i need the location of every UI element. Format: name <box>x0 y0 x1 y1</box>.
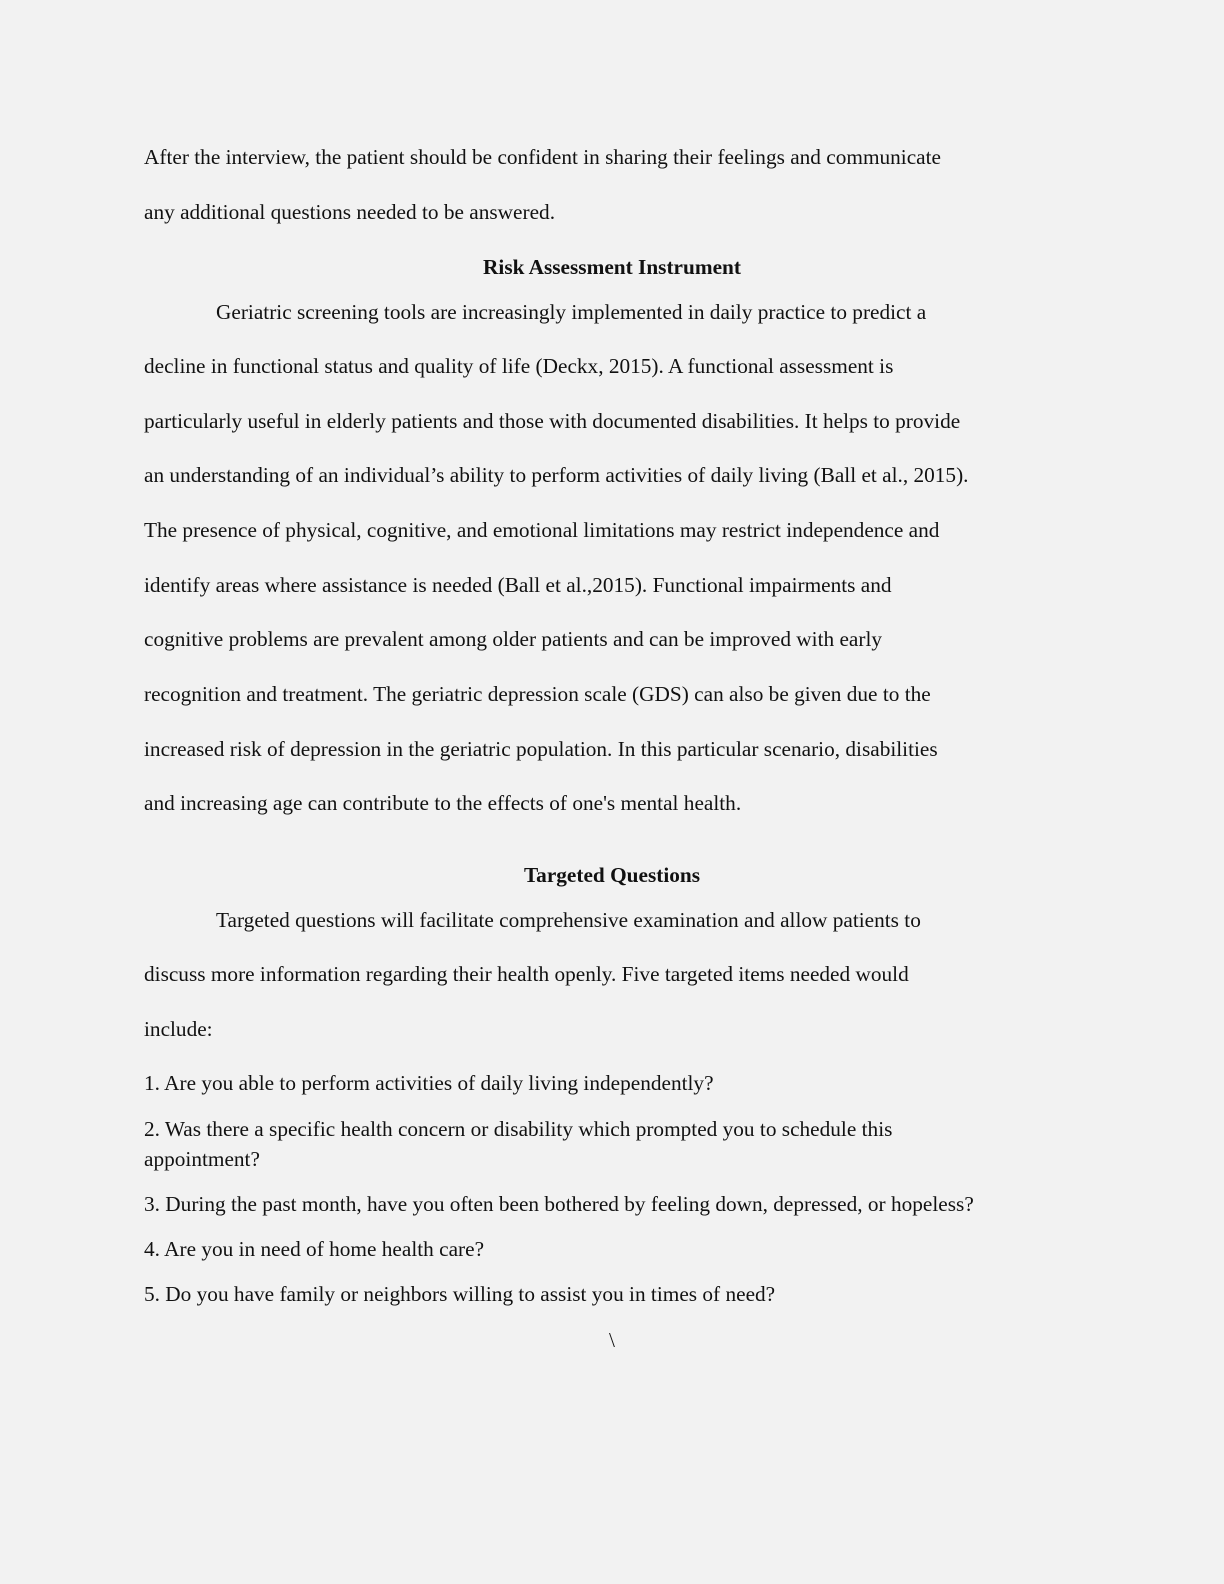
targeted-paragraph-line: Targeted questions will facilitate comprehensive examination and allow patients to <box>216 908 921 932</box>
question-item-2-continued: appointment? <box>144 1147 260 1171</box>
targeted-paragraph-line: include: <box>144 1017 213 1041</box>
intro-line-2: any additional questions needed to be answered. <box>144 200 556 224</box>
question-item-2: 2. Was there a specific health concern or disability which prompted you to schedule this <box>144 1117 893 1141</box>
targeted-paragraph-line: discuss more information regarding their health openly. Five targeted items needed would <box>144 962 909 986</box>
risk-paragraph-line: particularly useful in elderly patients and those with documented disabilities. It helps to provide <box>144 409 961 433</box>
risk-paragraph-line: identify areas where assistance is needed (Ball et al.,2015). Functional impairments and <box>144 573 892 597</box>
question-item-5: 5. Do you have family or neighbors willing to assist you in times of need? <box>144 1282 776 1306</box>
risk-assessment-heading: Risk Assessment Instrument <box>483 255 741 279</box>
risk-paragraph-line: and increasing age can contribute to the effects of one's mental health. <box>144 791 742 815</box>
risk-paragraph-line: recognition and treatment. The geriatric depression scale (GDS) can also be given due to the <box>144 682 931 706</box>
question-item-1: 1. Are you able to perform activities of daily living independently? <box>144 1071 714 1095</box>
risk-paragraph-line: an understanding of an individual’s ability to perform activities of daily living (Ball et al., 2015). <box>144 463 969 487</box>
risk-paragraph-line: increased risk of depression in the geriatric population. In this particular scenario, disabilities <box>144 737 938 761</box>
trailing-backslash-mark: \ <box>609 1328 615 1352</box>
risk-paragraph-line: Geriatric screening tools are increasingly implemented in daily practice to predict a <box>216 300 927 324</box>
risk-paragraph-line: The presence of physical, cognitive, and emotional limitations may restrict independence and <box>144 518 940 542</box>
targeted-questions-heading: Targeted Questions <box>523 863 701 887</box>
question-item-4: 4. Are you in need of home health care? <box>144 1237 485 1261</box>
intro-line-1: After the interview, the patient should be confident in sharing their feelings and communicate <box>144 145 942 169</box>
risk-paragraph-line: decline in functional status and quality of life (Deckx, 2015). A functional assessment is <box>144 354 894 378</box>
risk-paragraph-line: cognitive problems are prevalent among older patients and can be improved with early <box>144 627 883 651</box>
question-item-3: 3. During the past month, have you often been bothered by feeling down, depressed, or hopeless? <box>144 1192 974 1216</box>
